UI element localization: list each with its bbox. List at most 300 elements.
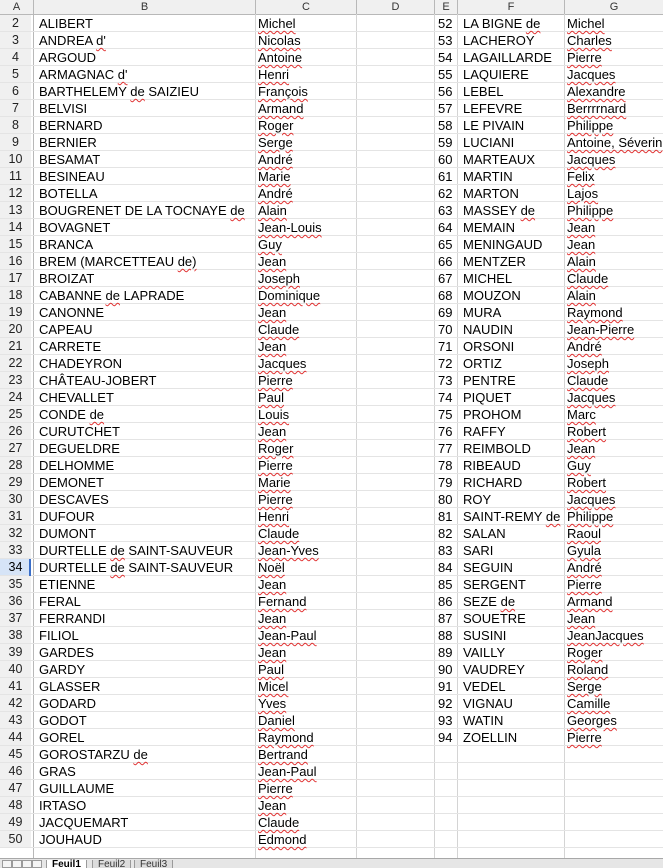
row-number[interactable]: 20 <box>0 321 31 337</box>
table-row <box>0 678 663 695</box>
column-header-b[interactable]: B <box>34 0 256 14</box>
row-number[interactable]: 37 <box>0 610 31 626</box>
cell-last-name[interactable]: DUFOUR <box>39 509 95 524</box>
cell-last-name[interactable]: BELVISI <box>39 101 88 116</box>
cell-last-name[interactable]: LEBEL <box>463 84 504 99</box>
table-row <box>0 508 663 525</box>
cell-first-name[interactable]: Alain <box>567 254 596 269</box>
cell-last-name[interactable]: PIQUET <box>463 390 512 405</box>
cell-last-name[interactable]: WATIN <box>463 713 504 728</box>
cell-last-name[interactable]: CHADEYRON <box>39 356 123 371</box>
cell-first-name[interactable]: Jean-Yves <box>258 543 319 558</box>
cell-last-name[interactable]: LAGAILLARDE <box>463 50 552 65</box>
cell-first-name[interactable]: Jean-Paul <box>258 628 317 643</box>
row-number[interactable]: 32 <box>0 525 31 541</box>
table-row <box>0 746 663 763</box>
table-row <box>0 542 663 559</box>
cell-last-name[interactable]: PENTRE <box>463 373 516 388</box>
row-number[interactable]: 43 <box>0 712 31 728</box>
cell-number[interactable]: 77 <box>438 441 453 456</box>
cell-first-name[interactable]: Raoul <box>567 526 601 541</box>
cell-first-name[interactable]: Pierre <box>258 458 293 473</box>
row-number[interactable]: 35 <box>0 576 31 592</box>
cell-first-name[interactable]: JeanJacques <box>567 628 644 643</box>
cell-first-name[interactable]: Jean <box>567 611 596 626</box>
tab-feuil3[interactable]: Feuil3 <box>134 860 173 868</box>
cell-last-name[interactable]: FERRANDI <box>39 611 106 626</box>
cell-last-name[interactable]: DEGUELDRE <box>39 441 120 456</box>
cell-last-name[interactable]: IRTASO <box>39 798 87 813</box>
cell-number[interactable]: 84 <box>438 560 453 575</box>
cell-number[interactable]: 90 <box>438 662 453 677</box>
cell-first-name[interactable]: Pierre <box>567 577 602 592</box>
cell-first-name[interactable]: Raymond <box>567 305 623 320</box>
cell-last-name[interactable]: FILIOL <box>39 628 79 643</box>
cell-last-name[interactable]: ZOELLIN <box>463 730 518 745</box>
cell-first-name[interactable]: Daniel <box>258 713 295 728</box>
cell-first-name[interactable]: Jean <box>258 339 287 354</box>
cell-first-name[interactable]: Antoine <box>258 50 303 65</box>
cell-last-name[interactable]: ROY <box>463 492 492 507</box>
cell-first-name[interactable]: Charles <box>567 33 612 48</box>
cell-first-name[interactable]: Jean-Pierre <box>567 322 635 337</box>
cell-number[interactable]: 82 <box>438 526 453 541</box>
row-number[interactable]: 23 <box>0 372 31 388</box>
row-number[interactable]: 22 <box>0 355 31 371</box>
cell-number[interactable]: 56 <box>438 84 453 99</box>
cell-last-name[interactable]: SERGENT <box>463 577 526 592</box>
row-number[interactable]: 6 <box>0 83 31 99</box>
table-row <box>0 287 663 304</box>
cell-first-name[interactable]: Pierre <box>258 781 293 796</box>
cell-last-name[interactable]: SOUETRE <box>463 611 526 626</box>
cell-last-name[interactable]: GOROSTARZU de <box>39 747 148 762</box>
cell-first-name[interactable]: Pierre <box>567 50 602 65</box>
cell-number[interactable]: 58 <box>438 118 453 133</box>
cell-last-name[interactable]: CABANNE de LAPRADE <box>39 288 185 303</box>
cell-number[interactable]: 78 <box>438 458 453 473</box>
cell-last-name[interactable]: LUCIANI <box>463 135 515 150</box>
row-number[interactable]: 13 <box>0 202 31 218</box>
cell-number[interactable]: 68 <box>438 288 453 303</box>
cell-number[interactable]: 89 <box>438 645 453 660</box>
cell-first-name[interactable]: André <box>567 560 602 575</box>
cell-first-name[interactable]: Jean <box>258 611 287 626</box>
row-number[interactable]: 12 <box>0 185 31 201</box>
cell-last-name[interactable]: SUSINI <box>463 628 507 643</box>
cell-first-name[interactable]: Yves <box>258 696 287 711</box>
table-row <box>0 729 663 746</box>
cell-first-name[interactable]: Camille <box>567 696 611 711</box>
cell-first-name[interactable]: Marie <box>258 475 291 490</box>
cell-last-name[interactable]: GRAS <box>39 764 76 779</box>
column-header-c[interactable]: C <box>256 0 357 14</box>
cell-last-name[interactable]: CURUTCHET <box>39 424 120 439</box>
cell-number[interactable]: 79 <box>438 475 453 490</box>
cell-last-name[interactable]: ETIENNE <box>39 577 96 592</box>
cell-first-name[interactable]: Henri <box>258 509 290 524</box>
cell-last-name[interactable]: CAPEAU <box>39 322 93 337</box>
cell-first-name[interactable]: Claude <box>258 526 300 541</box>
cell-number[interactable]: 91 <box>438 679 453 694</box>
cell-last-name[interactable]: CANONNE <box>39 305 105 320</box>
cell-first-name[interactable]: Guy <box>258 237 282 252</box>
cell-last-name[interactable]: JOUHAUD <box>39 832 102 847</box>
cell-number[interactable]: 52 <box>438 16 453 31</box>
cell-number[interactable]: 66 <box>438 254 453 269</box>
cell-number[interactable]: 80 <box>438 492 453 507</box>
cell-first-name[interactable]: Philippe <box>567 118 614 133</box>
row-number[interactable]: 44 <box>0 729 31 745</box>
cell-last-name[interactable]: GOREL <box>39 730 85 745</box>
cell-number[interactable]: 81 <box>438 509 453 524</box>
row-number[interactable]: 14 <box>0 219 31 235</box>
row-number[interactable]: 46 <box>0 763 31 779</box>
cell-last-name[interactable]: LACHEROY <box>463 33 535 48</box>
cell-first-name[interactable]: Marc <box>567 407 596 422</box>
cell-last-name[interactable]: BREM (MARCETTEAU de) <box>39 254 197 269</box>
cell-first-name[interactable]: Jean <box>567 237 596 252</box>
column-header-g[interactable]: G <box>609 1 619 13</box>
row-number[interactable]: 11 <box>0 168 31 184</box>
cell-first-name[interactable]: Jacques <box>567 152 616 167</box>
row-number[interactable]: 31 <box>0 508 31 524</box>
cell-first-name[interactable]: Jean-Paul <box>258 764 317 779</box>
cell-last-name[interactable]: GLASSER <box>39 679 101 694</box>
cell-number[interactable]: 70 <box>438 322 453 337</box>
cell-first-name[interactable]: Jean <box>258 424 287 439</box>
cell-first-name[interactable]: Pierre <box>258 373 293 388</box>
cell-number[interactable]: 76 <box>438 424 453 439</box>
cell-first-name[interactable]: Serge <box>258 135 293 150</box>
cell-number[interactable]: 71 <box>438 339 453 354</box>
cell-number[interactable]: 92 <box>438 696 453 711</box>
cell-first-name[interactable]: Fernand <box>258 594 307 609</box>
cell-first-name[interactable]: Jacques <box>567 492 616 507</box>
cell-number[interactable]: 93 <box>438 713 453 728</box>
row-number[interactable]: 3 <box>0 32 31 48</box>
cell-last-name[interactable]: BESAMAT <box>39 152 101 167</box>
row-number[interactable]: 39 <box>0 644 31 660</box>
cell-last-name[interactable]: SEGUIN <box>463 560 513 575</box>
cell-number[interactable]: 74 <box>438 390 453 405</box>
cell-last-name[interactable]: ALIBERT <box>39 16 93 31</box>
cell-last-name[interactable]: MARTEAUX <box>463 152 535 167</box>
cell-last-name[interactable]: BRANCA <box>39 237 94 252</box>
cell-number[interactable]: 53 <box>438 33 453 48</box>
row-number[interactable]: 2 <box>0 15 31 31</box>
cell-last-name[interactable]: SAINT-REMY de <box>463 509 561 524</box>
row-number[interactable]: 40 <box>0 661 31 677</box>
cell-number[interactable]: 83 <box>438 543 453 558</box>
cell-last-name[interactable]: REIMBOLD <box>463 441 531 456</box>
cell-last-name[interactable]: DESCAVES <box>39 492 109 507</box>
row-number[interactable]: 27 <box>0 440 31 456</box>
cell-first-name[interactable]: Noël <box>258 560 285 575</box>
row-number[interactable]: 19 <box>0 304 31 320</box>
cell-last-name[interactable]: BERNARD <box>39 118 103 133</box>
cell-first-name[interactable]: Jacques <box>567 67 616 82</box>
cell-last-name[interactable]: FERAL <box>39 594 81 609</box>
cell-last-name[interactable]: ORSONI <box>463 339 515 354</box>
cell-last-name[interactable]: SEZE de <box>463 594 516 609</box>
cell-first-name[interactable]: Jean <box>258 798 287 813</box>
cell-first-name[interactable]: Roger <box>258 441 294 456</box>
cell-first-name[interactable]: Dominique <box>258 288 321 303</box>
cell-number[interactable]: 64 <box>438 220 453 235</box>
cell-first-name[interactable]: Jacques <box>567 390 616 405</box>
column-header-a[interactable]: A <box>0 0 34 14</box>
cell-first-name[interactable]: Claude <box>258 815 300 830</box>
cell-last-name[interactable]: MEMAIN <box>463 220 515 235</box>
cell-last-name[interactable]: GODOT <box>39 713 87 728</box>
row-number[interactable]: 8 <box>0 117 31 133</box>
cell-first-name[interactable]: Georges <box>567 713 617 728</box>
row-number[interactable]: 5 <box>0 66 31 82</box>
cell-first-name[interactable]: Pierre <box>567 730 602 745</box>
cell-last-name[interactable]: MENINGAUD <box>463 237 543 252</box>
row-number[interactable]: 4 <box>0 49 31 65</box>
cell-number[interactable]: 67 <box>438 271 453 286</box>
cell-first-name[interactable]: François <box>258 84 308 99</box>
row-number[interactable]: 21 <box>0 338 31 354</box>
cell-last-name[interactable]: ANDREA d' <box>39 33 106 48</box>
tab-feuil2[interactable]: Feuil2 <box>92 860 131 868</box>
cell-first-name[interactable]: Micel <box>258 679 289 694</box>
cell-last-name[interactable]: ARMAGNAC d' <box>39 67 128 82</box>
cell-last-name[interactable]: BARTHELEMY de SAIZIEU <box>39 84 199 99</box>
cell-first-name[interactable]: André <box>567 339 602 354</box>
row-number[interactable]: 7 <box>0 100 31 116</box>
cell-last-name[interactable]: GUILLAUME <box>39 781 115 796</box>
cell-last-name[interactable]: PROHOM <box>463 407 522 422</box>
cell-last-name[interactable]: VAILLY <box>463 645 506 660</box>
cell-last-name[interactable]: MOUZON <box>463 288 521 303</box>
cell-first-name[interactable]: Armand <box>567 594 613 609</box>
table-row <box>0 321 663 338</box>
cell-first-name[interactable]: Antoine, Séverin <box>567 135 663 150</box>
cell-first-name[interactable]: Roger <box>258 118 294 133</box>
cell-first-name[interactable]: André <box>258 152 293 167</box>
cell-last-name[interactable]: LA BIGNE de <box>463 16 541 31</box>
table-row <box>0 168 663 185</box>
cell-number[interactable]: 73 <box>438 373 453 388</box>
cell-last-name[interactable]: BESINEAU <box>39 169 105 184</box>
cell-first-name[interactable]: Raymond <box>258 730 314 745</box>
cell-first-name[interactable]: Robert <box>567 475 607 490</box>
row-number[interactable]: 17 <box>0 270 31 286</box>
cell-last-name[interactable]: VAUDREY <box>463 662 525 677</box>
cell-last-name[interactable]: MASSEY de <box>463 203 536 218</box>
row-number[interactable]: 10 <box>0 151 31 167</box>
cell-last-name[interactable]: DURTELLE de SAINT-SAUVEUR <box>39 543 234 558</box>
cell-last-name[interactable]: CONDE de <box>39 407 105 422</box>
cell-first-name[interactable]: Michel <box>567 16 605 31</box>
cell-number[interactable]: 86 <box>438 594 453 609</box>
cell-number[interactable]: 65 <box>438 237 453 252</box>
cell-last-name[interactable]: MENTZER <box>463 254 526 269</box>
cell-number[interactable]: 69 <box>438 305 453 320</box>
cell-number[interactable]: 88 <box>438 628 453 643</box>
cell-first-name[interactable]: Nicolas <box>258 33 301 48</box>
cell-first-name[interactable]: Jean <box>258 305 287 320</box>
cell-first-name[interactable]: Philippe <box>567 509 614 524</box>
cell-number[interactable]: 75 <box>438 407 453 422</box>
cell-number[interactable]: 54 <box>438 50 453 65</box>
cell-first-name[interactable]: Jean <box>258 645 287 660</box>
cell-number[interactable]: 72 <box>438 356 453 371</box>
cell-first-name[interactable]: Jean <box>258 254 287 269</box>
cell-number[interactable]: 87 <box>438 611 453 626</box>
cell-first-name[interactable]: Marie <box>258 169 291 184</box>
cell-last-name[interactable]: GODARD <box>39 696 97 711</box>
cell-last-name[interactable]: CHÂTEAU-JOBERT <box>39 373 157 388</box>
cell-number[interactable]: 57 <box>438 101 453 116</box>
cell-last-name[interactable]: BOVAGNET <box>39 220 111 235</box>
cell-first-name[interactable]: Joseph <box>258 271 300 286</box>
row-number[interactable]: 38 <box>0 627 31 643</box>
cell-last-name[interactable]: ORTIZ <box>463 356 502 371</box>
cell-number[interactable]: 59 <box>438 135 453 150</box>
cell-first-name[interactable]: Felix <box>567 169 595 184</box>
cell-last-name[interactable]: DEMONET <box>39 475 104 490</box>
cell-first-name[interactable]: Guy <box>567 458 591 473</box>
cell-number[interactable]: 55 <box>438 67 453 82</box>
cell-last-name[interactable]: VIGNAU <box>463 696 513 711</box>
column-header-e[interactable]: E <box>435 0 458 14</box>
row-number[interactable]: 16 <box>0 253 31 269</box>
cell-first-name[interactable]: Joseph <box>567 356 609 371</box>
cell-first-name[interactable]: Roger <box>567 645 603 660</box>
row-number[interactable]: 33 <box>0 542 31 558</box>
cell-first-name[interactable]: Paul <box>258 662 285 677</box>
cell-number[interactable]: 94 <box>438 730 453 745</box>
cell-last-name[interactable]: NAUDIN <box>463 322 513 337</box>
row-number[interactable]: 48 <box>0 797 31 813</box>
cell-last-name[interactable]: DUMONT <box>39 526 97 541</box>
cell-last-name[interactable]: BOTELLA <box>39 186 98 201</box>
table-row <box>0 831 663 848</box>
row-number[interactable]: 9 <box>0 134 31 150</box>
row-number[interactable]: 47 <box>0 780 31 796</box>
row-number[interactable]: 45 <box>0 746 31 762</box>
cell-first-name[interactable]: Alexandre <box>567 84 626 99</box>
cell-last-name[interactable]: LE PIVAIN <box>463 118 525 133</box>
cell-last-name[interactable]: BROIZAT <box>39 271 95 286</box>
row-number[interactable]: 41 <box>0 678 31 694</box>
cell-first-name[interactable]: Berrrrnard <box>567 101 627 116</box>
row-number[interactable]: 50 <box>0 831 31 847</box>
cell-first-name[interactable]: Serge <box>567 679 602 694</box>
cell-last-name[interactable]: RICHARD <box>463 475 523 490</box>
column-header-f[interactable]: F <box>458 0 565 14</box>
cell-last-name[interactable]: CARRETE <box>39 339 102 354</box>
cell-last-name[interactable]: MARTON <box>463 186 519 201</box>
cell-number[interactable]: 85 <box>438 577 453 592</box>
cell-last-name[interactable]: RIBEAUD <box>463 458 521 473</box>
row-number[interactable]: 49 <box>0 814 31 830</box>
cell-first-name[interactable]: Louis <box>258 407 290 422</box>
table-row <box>0 117 663 134</box>
cell-first-name[interactable]: Claude <box>567 373 609 388</box>
cell-first-name[interactable]: Bertrand <box>258 747 308 762</box>
cell-first-name[interactable]: Henri <box>258 67 290 82</box>
row-number[interactable]: 36 <box>0 593 31 609</box>
tab-feuil1[interactable]: Feuil1 <box>46 860 87 868</box>
cell-last-name[interactable]: MURA <box>463 305 502 320</box>
cell-first-name[interactable]: Roland <box>567 662 609 677</box>
cell-first-name[interactable]: Alain <box>258 203 287 218</box>
cell-number[interactable]: 63 <box>438 203 453 218</box>
row-number[interactable]: 29 <box>0 474 31 490</box>
cell-first-name[interactable]: Michel <box>258 16 296 31</box>
cell-first-name[interactable]: Jean <box>258 577 287 592</box>
cell-last-name[interactable]: SARI <box>463 543 494 558</box>
cell-first-name[interactable]: André <box>258 186 293 201</box>
cell-last-name[interactable]: DELHOMME <box>39 458 115 473</box>
cell-last-name[interactable]: DURTELLE de SAINT-SAUVEUR <box>39 560 234 575</box>
cell-first-name[interactable]: Lajos <box>567 186 599 201</box>
table-row <box>0 576 663 593</box>
row-number[interactable]: 25 <box>0 406 31 422</box>
row-number[interactable]: 30 <box>0 491 31 507</box>
cell-last-name[interactable]: SALAN <box>463 526 506 541</box>
row-number[interactable]: 24 <box>0 389 31 405</box>
table-row <box>0 253 663 270</box>
cell-last-name[interactable]: MICHEL <box>463 271 513 286</box>
cell-first-name[interactable]: Claude <box>258 322 300 337</box>
cell-first-name[interactable]: Jean-Louis <box>258 220 322 235</box>
row-number[interactable]: 18 <box>0 287 31 303</box>
table-row <box>0 185 663 202</box>
cell-last-name[interactable]: LAQUIERE <box>463 67 529 82</box>
cell-last-name[interactable]: ARGOUD <box>39 50 97 65</box>
cell-first-name[interactable]: Pierre <box>258 492 293 507</box>
cell-first-name[interactable]: Philippe <box>567 203 614 218</box>
row-number[interactable]: 34 <box>0 559 31 575</box>
column-header-d[interactable]: D <box>357 0 435 14</box>
cell-first-name[interactable]: Jean <box>567 441 596 456</box>
cell-first-name[interactable]: Alain <box>567 288 596 303</box>
row-number[interactable]: 15 <box>0 236 31 252</box>
cell-first-name[interactable]: Robert <box>567 424 607 439</box>
cell-last-name[interactable]: CHEVALLET <box>39 390 114 405</box>
cell-first-name[interactable]: Jean <box>567 220 596 235</box>
table-row <box>0 372 663 389</box>
cell-number[interactable]: 61 <box>438 169 453 184</box>
cell-number[interactable]: 62 <box>438 186 453 201</box>
cell-last-name[interactable]: BERNIER <box>39 135 97 150</box>
cell-first-name[interactable]: Edmond <box>258 832 307 847</box>
row-number[interactable]: 42 <box>0 695 31 711</box>
cell-last-name[interactable]: BOUGRENET DE LA TOCNAYE de <box>39 203 245 218</box>
cell-first-name[interactable]: Paul <box>258 390 285 405</box>
cell-last-name[interactable]: JACQUEMART <box>39 815 129 830</box>
cell-first-name[interactable]: Armand <box>258 101 304 116</box>
row-number[interactable]: 26 <box>0 423 31 439</box>
cell-last-name[interactable]: GARDES <box>39 645 94 660</box>
cell-last-name[interactable]: LEFEVRE <box>463 101 523 116</box>
cell-first-name[interactable]: Gyula <box>567 543 601 558</box>
cell-last-name[interactable]: MARTIN <box>463 169 513 184</box>
cell-first-name[interactable]: Claude <box>567 271 609 286</box>
cell-last-name[interactable]: RAFFY <box>463 424 506 439</box>
cell-first-name[interactable]: Jacques <box>258 356 307 371</box>
cell-last-name[interactable]: VEDEL <box>463 679 506 694</box>
cell-number[interactable]: 60 <box>438 152 453 167</box>
cell-last-name[interactable]: GARDY <box>39 662 86 677</box>
row-number[interactable]: 28 <box>0 457 31 473</box>
